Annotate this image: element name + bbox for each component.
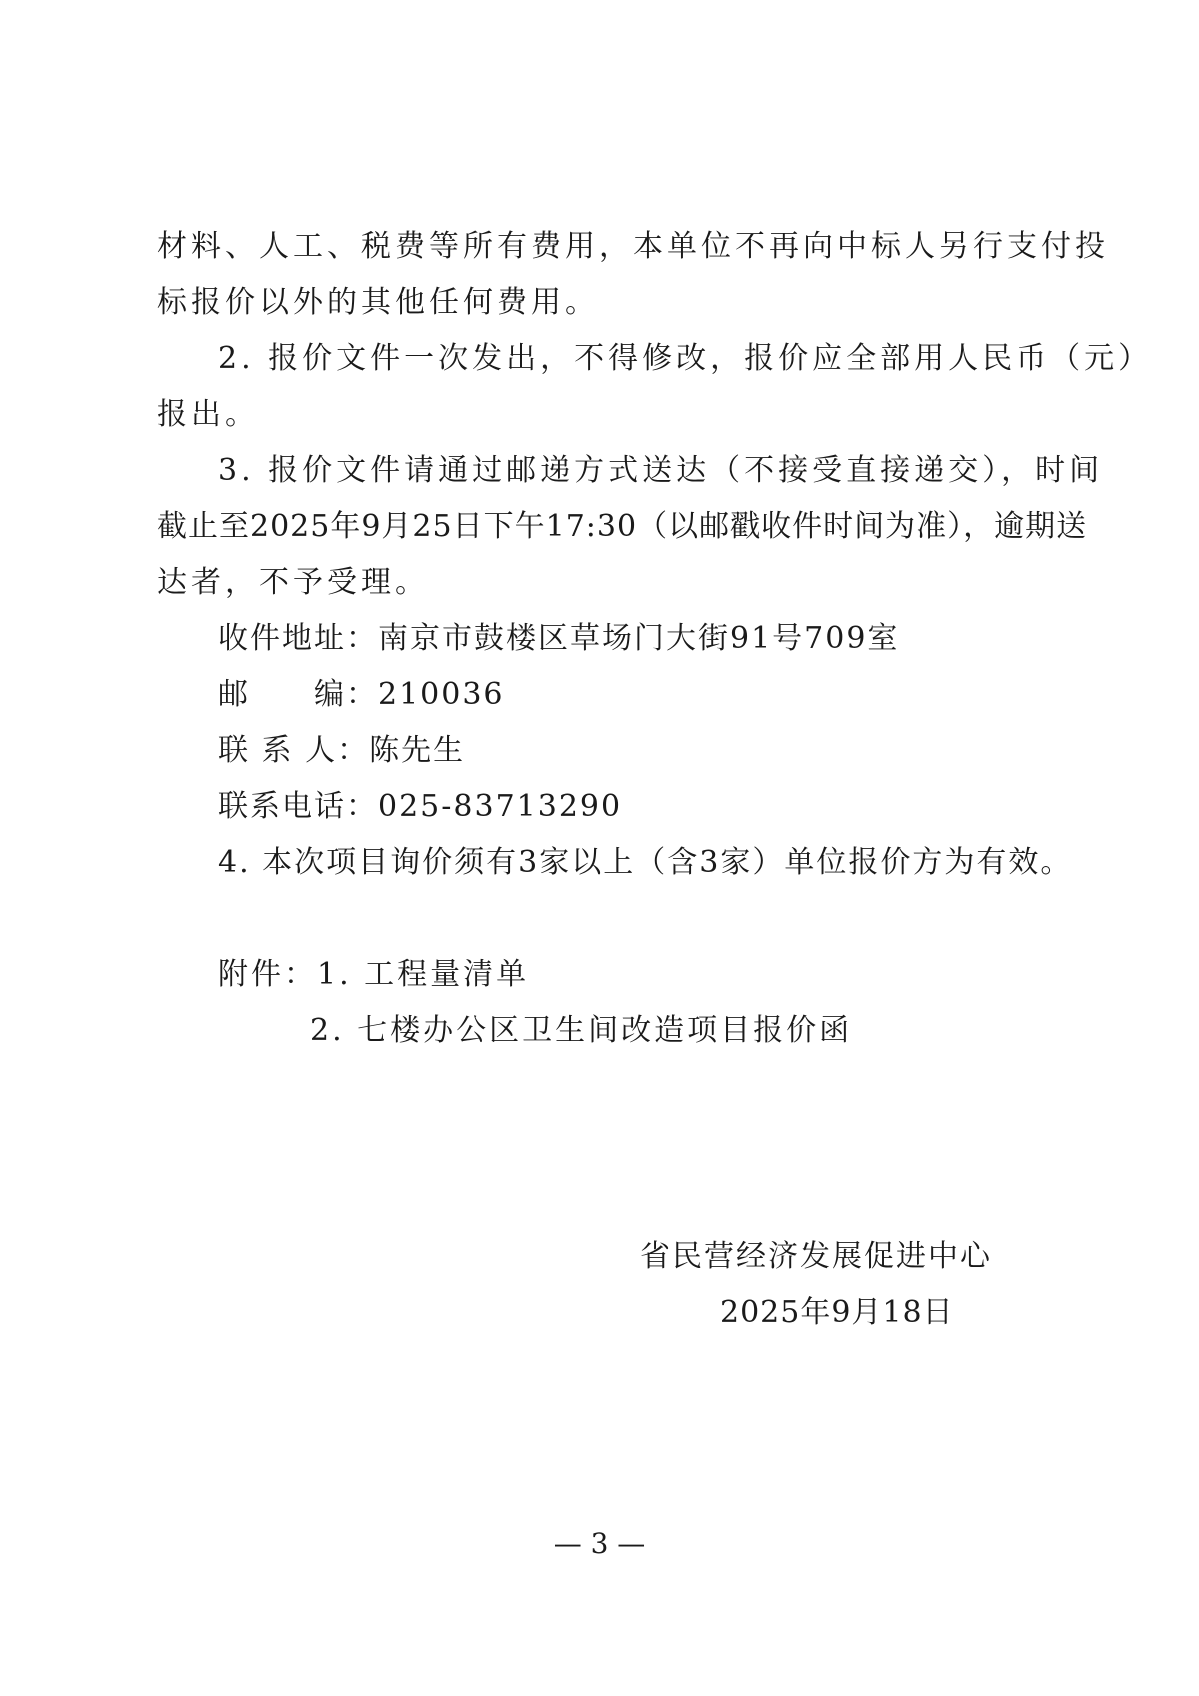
body-item-4: 4. 本次项目询价须有3家以上（含3家）单位报价方为有效。: [218, 845, 1073, 880]
contact-line: 联 系 人：陈先生: [218, 733, 466, 768]
attachment-1: 附件：1. 工程量清单: [218, 957, 530, 992]
body-item-3: 3. 报价文件请通过邮递方式送达（不接受直接递交），时间: [218, 453, 1104, 488]
postcode-value: 210036: [378, 677, 505, 712]
body-line-2: 标报价以外的其他任何费用。: [157, 285, 599, 320]
body-item-2: 2. 报价文件一次发出，不得修改，报价应全部用人民币（元）: [218, 341, 1153, 376]
body-line-6: 截止至2025年9月25日下午17:30（以邮戳收件时间为准），逾期送: [157, 509, 1088, 544]
address-line: 收件地址：南京市鼓楼区草场门大街91号709室: [218, 621, 900, 656]
phone-line: 联系电话：025-83713290: [218, 789, 623, 824]
attachment-2: 2. 七楼办公区卫生间改造项目报价函: [310, 1013, 853, 1048]
signature-org: 省民营经济发展促进中心: [640, 1239, 992, 1274]
postcode-label: 邮 编：: [218, 677, 378, 712]
postcode-line: [218, 675, 1118, 715]
body-line-4: 报出。: [157, 397, 259, 432]
body-line-1: 材料、人工、税费等所有费用，本单位不再向中标人另行支付投: [157, 229, 1109, 264]
body-line-7: 达者，不予受理。: [157, 565, 429, 600]
signature-date: 2025年9月18日: [720, 1295, 954, 1330]
page-number: — 3 —: [553, 1527, 646, 1560]
